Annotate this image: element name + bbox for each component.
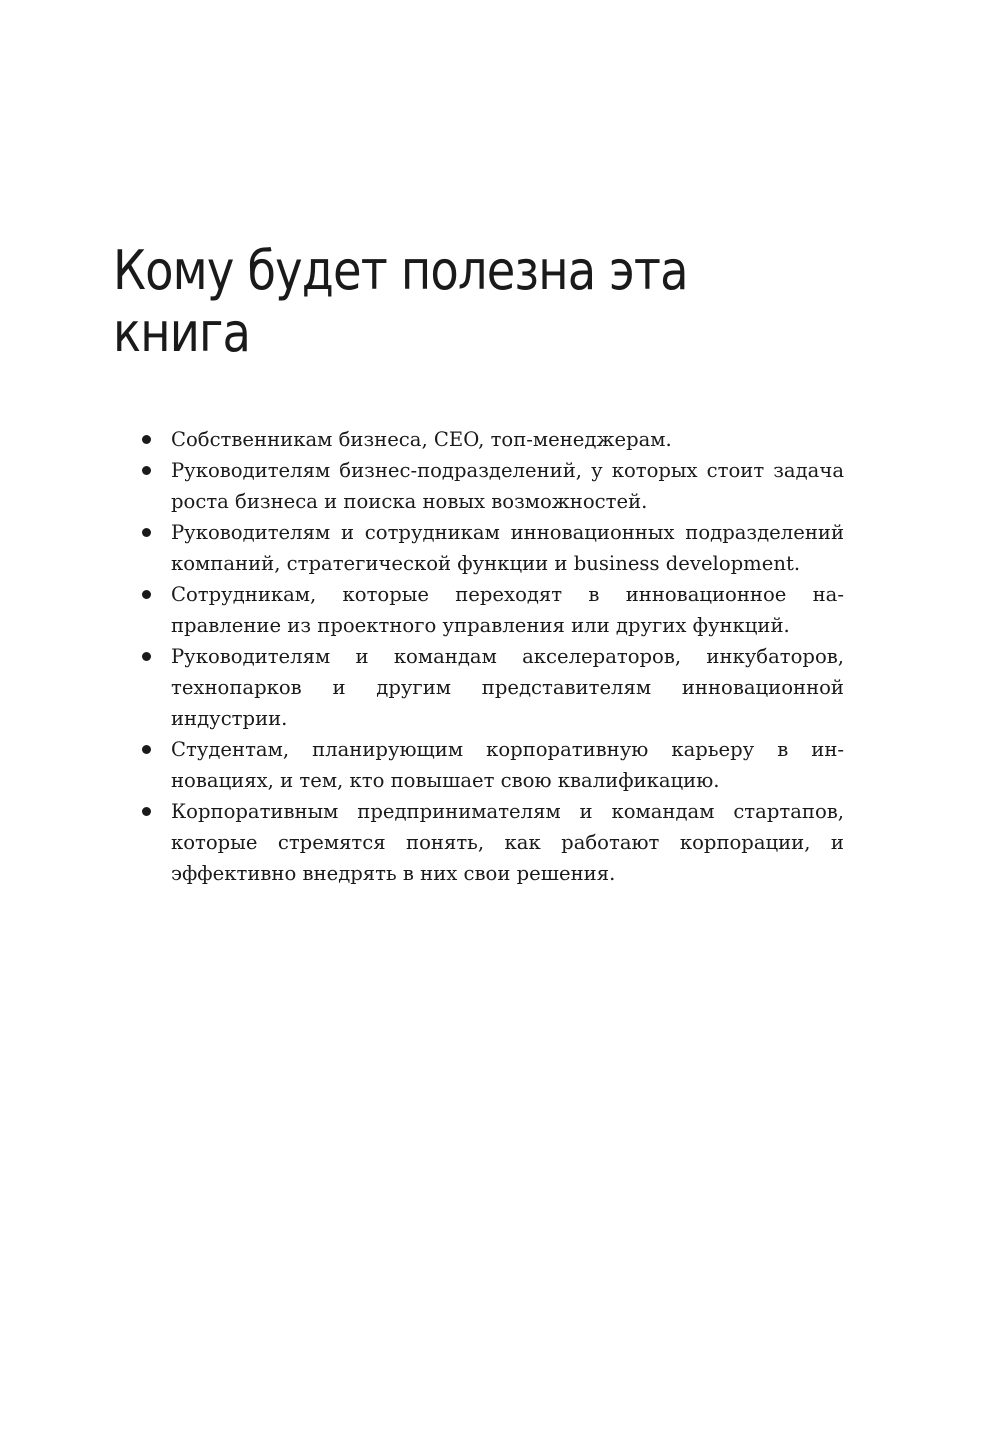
list-item-text: Руководителям и сотрудникам инновационных подразделений компаний, стратегической функции и business development. (171, 521, 844, 575)
bullet-icon (142, 745, 151, 754)
list-item-text: Сотрудникам, которые переходят в инновационное направление из проектного управления или других функций. (171, 583, 844, 637)
list-item (140, 517, 844, 579)
list-item (140, 796, 844, 889)
bullet-icon (142, 435, 151, 444)
list-item-text: Руководителям и командам акселераторов, инкубаторов, технопарков и другим представителям инновационной индустрии. (171, 645, 844, 730)
list-item (140, 734, 844, 796)
list-item (140, 641, 844, 734)
bullet-icon (142, 528, 151, 537)
list-item-text: Руководителям бизнес-подразделений, у которых стоит задача роста бизнеса и поиска новых возможностей. (171, 459, 844, 513)
bullet-icon (142, 807, 151, 816)
bullet-icon (142, 466, 151, 475)
list-item (140, 455, 844, 517)
list-item-text: Студентам, планирующим корпоративную карьеру в инновациях, и тем, кто повышает свою квалификацию. (171, 738, 844, 792)
audience-list (140, 424, 844, 889)
list-item-text: Корпоративным предпринимателям и командам стартапов, которые стремятся понять, как работают корпорации, и эффективно внедрять в них свои решения. (171, 800, 844, 885)
bullet-icon (142, 652, 151, 661)
list-item (140, 579, 844, 641)
list-item (140, 424, 844, 455)
bullet-icon (142, 590, 151, 599)
list-item-text: Собственникам бизнеса, CEO, топ-менеджерам. (171, 428, 672, 451)
page-title: Кому будет полезна эта книга (113, 239, 688, 364)
